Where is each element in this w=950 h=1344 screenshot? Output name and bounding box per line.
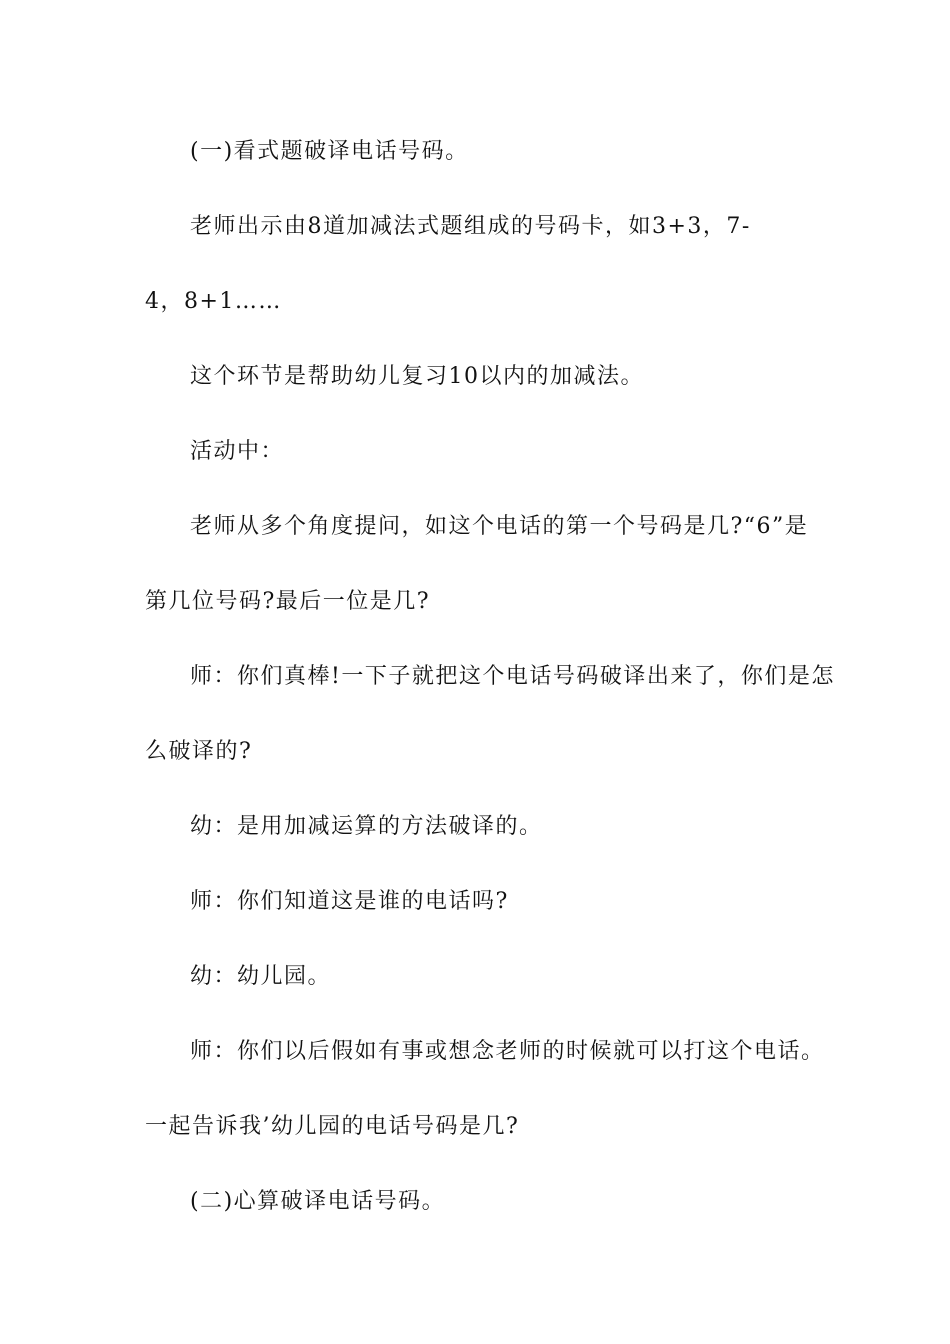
paragraph-line: 老师从多个角度提问，如这个电话的第一个号码是几?“6”是 <box>190 514 809 539</box>
dialogue-line: 师：你们知道这是谁的电话吗? <box>190 889 509 914</box>
paragraph-line: 这个环节是帮助幼儿复习10以内的加减法。 <box>190 364 644 389</box>
dialogue-line: 么破译的? <box>145 739 253 764</box>
paragraph-line: 活动中： <box>190 439 285 464</box>
paragraph-line: 4，8+1…… <box>145 289 282 314</box>
dialogue-line: 一起告诉我’幼儿园的电话号码是几? <box>145 1114 520 1139</box>
dialogue-line: 幼：是用加减运算的方法破译的。 <box>190 814 543 839</box>
heading-section-2: (二)心算破译电话号码。 <box>190 1189 446 1214</box>
dialogue-line: 师：你们以后假如有事或想念老师的时候就可以打这个电话。 <box>190 1039 825 1064</box>
paragraph-line: 第几位号码?最后一位是几? <box>145 589 431 614</box>
dialogue-line: 师：你们真棒!一下子就把这个电话号码破译出来了，你们是怎 <box>190 664 835 689</box>
paragraph-line: 老师出示由8道加减法式题组成的号码卡，如3+3，7- <box>190 214 751 239</box>
heading-section-1: (一)看式题破译电话号码。 <box>190 139 469 164</box>
dialogue-line: 幼：幼儿园。 <box>190 964 332 989</box>
